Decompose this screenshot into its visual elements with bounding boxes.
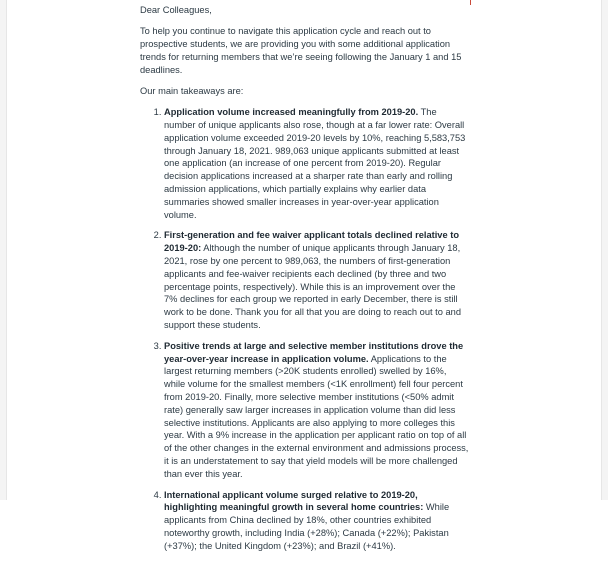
takeaway-item: [164, 229, 470, 331]
takeaway-lead: First-generation and fee waiver applicant totals declined relative to 2019-20:: [164, 230, 459, 254]
takeaway-lead: International applicant volume surged relative to 2019-20, highlighting meaningful growth in several home countries:: [164, 489, 424, 513]
takeaway-body: Applications to the largest returning members (>20K students enrolled) swelled by 16%, while volume for the smallest members (<1K enrollment) fell four percent from 2019-20. Finally, more selective member institutions (<50% admit rate) generally saw larger increases in application volume than did less selective institutions. Applicants are also applying to more colleges this year. With a 9% increase in the application per applicant ratio on top of all of the other changes in the external environment and admissions process, it is an understatement to say that yield models will be more challenged than ever this year.: [164, 353, 469, 479]
takeaway-lead: Positive trends at large and selective member institutions drove the year-over-year increase in application volume.: [164, 340, 464, 364]
takeaway-lead: Application volume increased meaningfully from 2019-20.: [164, 107, 419, 118]
takeaway-body: While applicants from China declined by 18%, other countries exhibited noteworthy growth, including India (+28%); Canada (+22%); Pakistan (+37%); the United Kingdom (+23%); and Brazil (+41%).: [164, 502, 450, 551]
email-body: [140, 4, 470, 561]
takeaways-heading: Our main takeaways are:: [140, 85, 244, 96]
takeaway-body: Although the number of unique applicants through January 18, 2021, rose by one percent to 989,063, the numbers of first-generation applicants and fee-waiver recipients each declined (by three and two percentage points, respectively). While this is an improvement over the 7% declines for each group we reported in early December, there is still work to be done. Thank you for all that you are doing to reach out to and support these students.: [164, 243, 462, 331]
takeaway-body: The number of unique applicants also rose, though at a far lower rate: Overall application volume exceeded 2019-20 levels by 10%, reaching 5,583,753 through January 18, 2021. 989,063 unique applicants submitted at least one application (an increase of one percent from 2019-20). Regular decision applications increased at a sharper rate than early and rolling admission applications, which partially explains why earlier data summaries showed smaller increases in year-over-year application volume.: [164, 107, 466, 220]
takeaway-item: [164, 106, 470, 221]
takeaways-list: [140, 106, 470, 552]
takeaway-item: [164, 340, 470, 481]
left-window-edge: [0, 0, 7, 500]
greeting: Dear Colleagues,: [140, 5, 212, 15]
takeaway-item: [164, 489, 470, 553]
intro-paragraph: To help you continue to navigate this application cycle and reach out to prospective students, we are providing you with some additional application trends for returning members that we’re seeing following the January 1 and 15 deadlines.: [140, 26, 462, 75]
right-window-edge: [601, 0, 608, 500]
top-red-marker: [470, 0, 471, 5]
